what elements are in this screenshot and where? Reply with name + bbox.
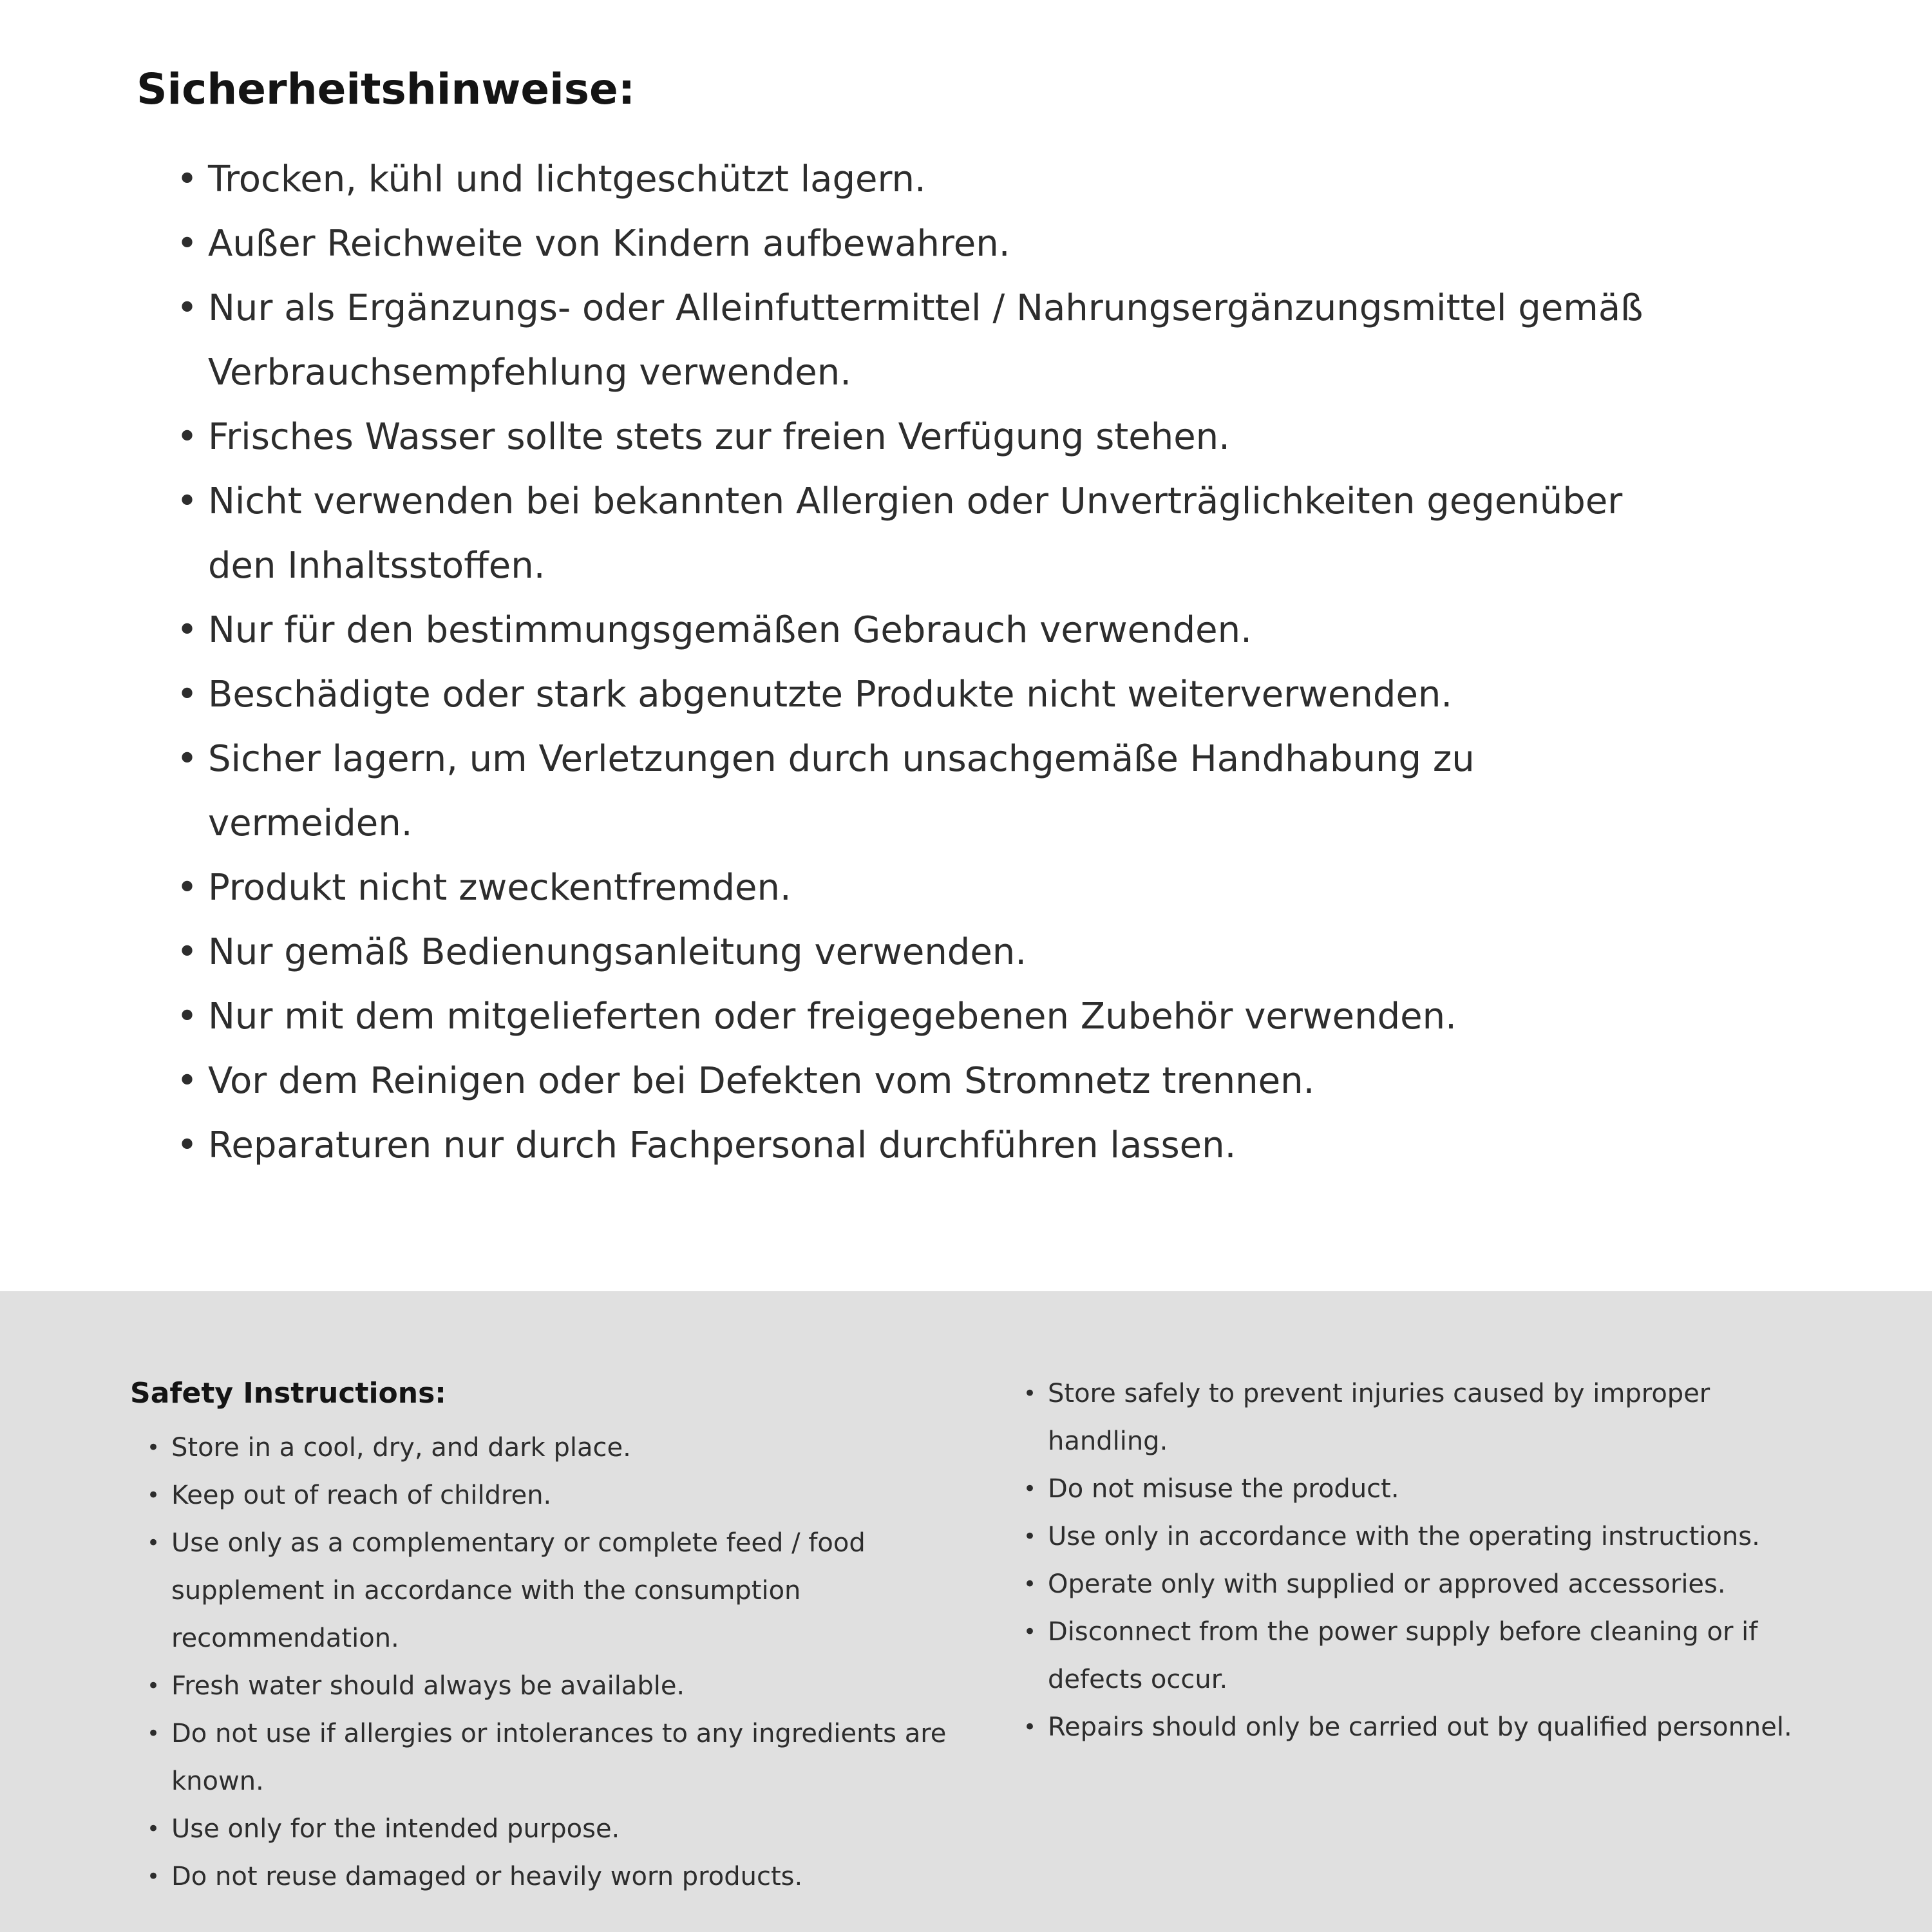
list-item: • Do not misuse the product.	[1022, 1465, 1824, 1513]
list-item: • Trocken, kühl und lichtgeschützt lagern.	[174, 147, 1668, 212]
list-item: • Nur als Ergänzungs- oder Alleinfuttermittel / Nahrungsergänzungsmittel gemäß Verbrauchsempfehlung verwenden.	[174, 276, 1668, 405]
list-item: • Nur gemäß Bedienungsanleitung verwenden.	[174, 920, 1668, 985]
list-item: • Beschädigte oder stark abgenutzte Produkte nicht weiterverwenden.	[174, 663, 1668, 727]
list-item: • Reparaturen nur durch Fachpersonal durchführen lassen.	[174, 1113, 1668, 1178]
english-right-column	[1022, 1370, 1824, 1751]
list-item: • Use only in accordance with the operating instructions.	[1022, 1513, 1824, 1560]
list-item: • Nur für den bestimmungsgemäßen Gebrauch verwenden.	[174, 598, 1668, 663]
list-item: • Do not use if allergies or intolerances to any ingredients are known.	[146, 1710, 987, 1805]
list-item: • Operate only with supplied or approved accessories.	[1022, 1560, 1824, 1608]
english-safety-list-right	[1022, 1370, 1824, 1751]
list-item: • Store safely to prevent injuries caused by improper handling.	[1022, 1370, 1824, 1465]
list-item: • Keep out of reach of children.	[146, 1472, 987, 1519]
list-item: • Disconnect from the power supply before cleaning or if defects occur.	[1022, 1608, 1824, 1703]
list-item: • Do not reuse damaged or heavily worn products.	[146, 1853, 987, 1900]
english-left-column	[130, 1370, 987, 1900]
list-item: • Fresh water should always be available.	[146, 1662, 987, 1710]
list-item: • Use only as a complementary or complete feed / food supplement in accordance with the consumption recommendation.	[146, 1519, 987, 1662]
list-item: • Außer Reichweite von Kindern aufbewahren.	[174, 212, 1668, 276]
english-safety-section	[0, 1291, 1932, 1932]
list-item: • Nicht verwenden bei bekannten Allergien oder Unverträglichkeiten gegenüber den Inhaltsstoffen.	[174, 469, 1668, 598]
list-item: • Store in a cool, dry, and dark place.	[146, 1424, 987, 1472]
list-item: • Vor dem Reinigen oder bei Defekten vom Stromnetz trennen.	[174, 1049, 1668, 1113]
list-item: • Produkt nicht zweckentfremden.	[174, 856, 1668, 920]
list-item: • Nur mit dem mitgelieferten oder freigegebenen Zubehör verwenden.	[174, 985, 1668, 1049]
german-safety-list	[137, 147, 1816, 1178]
list-item: • Use only for the intended purpose.	[146, 1805, 987, 1853]
list-item: • Frisches Wasser sollte stets zur freien Verfügung stehen.	[174, 405, 1668, 469]
english-safety-list-left	[130, 1424, 987, 1900]
english-heading: Safety Instructions:	[130, 1377, 446, 1410]
list-item: • Sicher lagern, um Verletzungen durch unsachgemäße Handhabung zu vermeiden.	[174, 727, 1668, 856]
german-heading: Sicherheitshinweise:	[137, 64, 636, 114]
list-item: • Repairs should only be carried out by qualified personnel.	[1022, 1703, 1824, 1751]
